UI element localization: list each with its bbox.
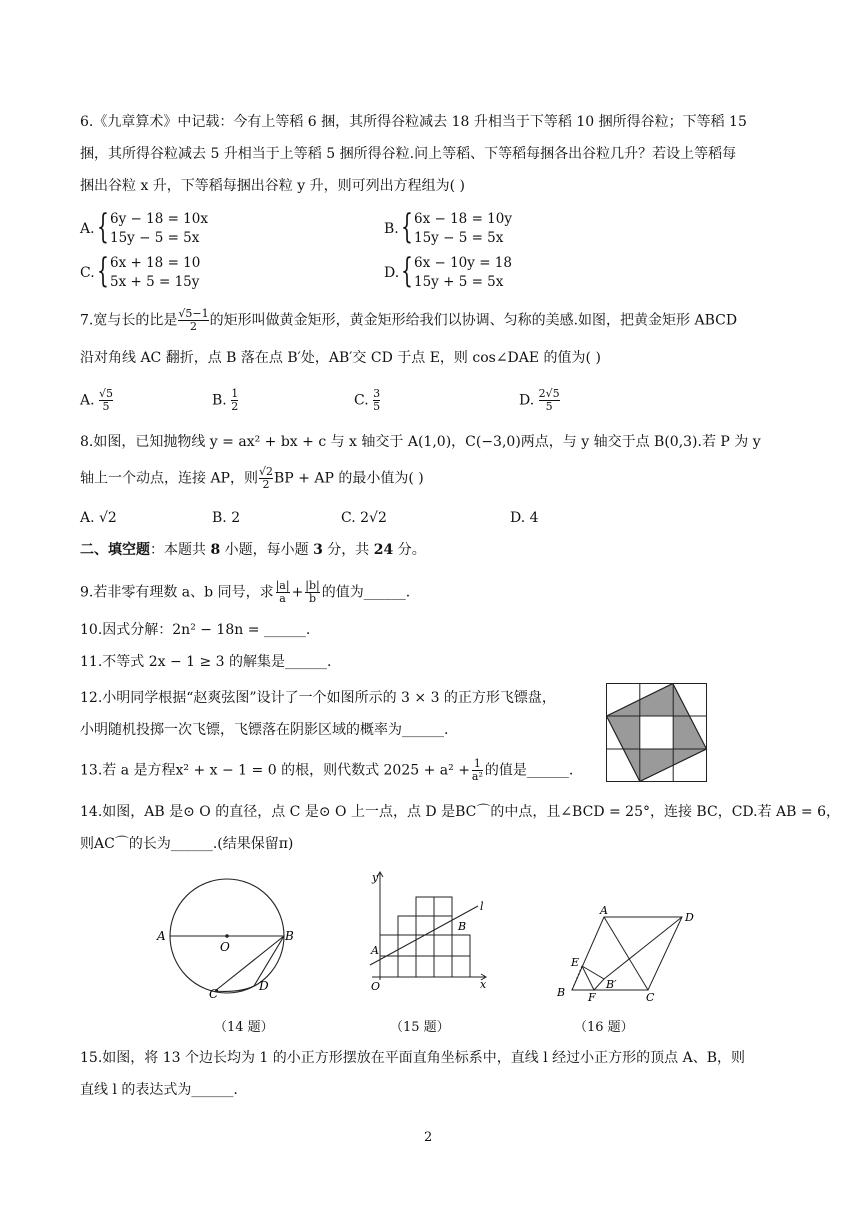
figure-15-grid (364, 868, 496, 994)
fig16-caption: （16 题） (574, 1020, 634, 1035)
q6-option-a-label: A. (80, 221, 95, 237)
fig14-caption: （14 题） (214, 1020, 274, 1035)
q10-line: 10.因式分解：2n² − 18n = ______. (80, 622, 311, 638)
q6-line2: 捆，其所得谷粒减去 5 升相当于上等稻 5 捆所得谷粒.问上等稻、下等稻每捆各出谷粒几升？若设上等稻每 (80, 146, 737, 162)
q8-line1: 8.如图，已知抛物线 y = ax² + bx + c 与 x 轴交于 A(1,0)，C(−3,0)两点，与 y 轴交于点 B(0,3).若 P 为 y (80, 434, 761, 450)
q7-option-b: B. $\frac{1}{2}$ (212, 387, 239, 413)
fig14-label-a: A (157, 929, 166, 943)
q6-option-b-eq1: 6x − 18 = 10y (414, 211, 512, 227)
fig14-label-o: O (220, 940, 230, 954)
fig16-label-b: B (557, 986, 566, 999)
q6-option-a-eq2: 15y − 5 = 5x (110, 230, 200, 246)
q6-option-a-brace: { (97, 207, 109, 247)
fig14-label-c: C (209, 987, 219, 998)
fig15-label-a: A (371, 944, 379, 957)
q6-option-d-brace: { (401, 251, 413, 291)
fig14-label-d: D (259, 979, 269, 993)
q14-line2: 则AC⌒的长为______.(结果保留π) (80, 836, 294, 852)
q6-option-d-label: D. (384, 265, 400, 281)
q6-option-d-eq2: 15y + 5 = 5x (414, 274, 504, 290)
q6-line1: 6.《九章算术》中记载：今有上等稻 6 捆，其所得谷粒减去 18 升相当于下等稻 10 捆所得谷粒；下等稻 15 (80, 114, 747, 130)
q6-option-d-eq1: 6x − 10y = 18 (414, 255, 512, 271)
q6-option-b-label: B. (384, 221, 399, 237)
fig16-label-f: F (588, 991, 596, 1002)
fig16-label-e: E (571, 956, 580, 969)
q7-post: 的矩形叫做黄金矩形，黄金矩形给我们以协调、匀称的美感.如图，把黄金矩形 ABCD (209, 312, 738, 329)
q9-line: 9.若非零有理数 a、b 同号，求 $\frac{|a|}{a}$ + $\frac{|b|}{b}$ 的值为______. (80, 579, 411, 605)
q8-option-a: A. √2 (80, 510, 117, 526)
q7-option-a: A. $\frac{√5}{5}$ (80, 387, 114, 413)
figure-14-circle (155, 860, 305, 998)
fig16-label-bprime: B′ (606, 978, 617, 991)
figure-16-rhombus (552, 902, 702, 1002)
q8-option-c: C. 2√2 (341, 510, 387, 526)
fig15-label-b: B (458, 920, 467, 933)
q7-line2: 沿对角线 AC 翻折，点 B 落在点 B′处，AB′交 CD 于点 E，则 cos∠DAE 的值为( ) (80, 350, 601, 366)
q6-option-b-eq2: 15y − 5 = 5x (414, 230, 504, 246)
fig14-label-b: B (285, 929, 294, 943)
q8-option-d: D. 4 (510, 510, 539, 526)
q7-line1 (80, 308, 737, 333)
q6-option-b-brace: { (401, 207, 413, 247)
q8-option-b: B. 2 (212, 510, 241, 526)
q7-option-c: C. $\frac{3}{5}$ (354, 387, 381, 413)
q6-option-c-eq1: 6x + 18 = 10 (110, 255, 201, 271)
q6-option-c-label: C. (80, 265, 95, 281)
q7-pre: 7.宽与长的比是 (80, 312, 178, 329)
fig15-label-x: x (480, 978, 487, 991)
q12-line1: 12.小明同学根据“赵爽弦图”设计了一个如图所示的 3 × 3 的正方形飞镖盘， (80, 690, 556, 706)
q13-line: 13.若 a 是方程x² + x − 1 = 0 的根，则代数式 2025 + a² + $\frac{1}{\text{a²}}$ 的值是______. (80, 757, 574, 783)
q15-line1: 15.如图，将 13 个边长均为 1 的小正方形摆放在平面直角坐标系中，直线 l 经过小正方形的顶点 A、B，则 (80, 1050, 746, 1066)
fig16-label-a: A (600, 904, 608, 917)
q8-fraction: $\frac{√2}{2}$ (258, 465, 273, 491)
fig15-label-o: O (371, 980, 381, 993)
q6-option-c-brace: { (97, 251, 109, 291)
q6-option-a-eq1: 6y − 18 = 10x (110, 211, 208, 227)
q12-line2: 小明随机投掷一次飞镖，飞镖落在阴影区域的概率为______. (80, 722, 449, 738)
fig15-caption: （15 题） (390, 1020, 450, 1035)
dartboard-figure (606, 683, 708, 783)
q6-line3: 捆出谷粒 x 升，下等稻每捆出谷粒 y 升，则可列出方程组为( ) (80, 178, 465, 194)
section-2-heading: 二、填空题：本题共 8 小题，每小题 3 分，共 24 分。 (80, 542, 426, 558)
q6-option-c-eq2: 5x + 5 = 15y (110, 274, 200, 290)
q14-line1: 14.如图，AB 是⊙ O 的直径，点 C 是⊙ O 上一点，点 D 是BC⌒的中点，且∠BCD = 25°，连接 BC，CD.若 AB = 6， (80, 804, 840, 820)
q11-line: 11.不等式 2x − 1 ≥ 3 的解集是______. (80, 654, 332, 670)
fig16-label-d: D (685, 911, 694, 924)
fig16-label-c: C (646, 991, 655, 1002)
page-number: 2 (424, 1130, 433, 1145)
fig15-label-l: l (480, 900, 484, 913)
q15-line2: 直线 l 的表达式为______. (80, 1082, 238, 1098)
q7-option-d: D. $\frac{2√5}{5}$ (519, 387, 560, 413)
fig15-squares (380, 897, 470, 977)
fig15-label-y: y (372, 871, 379, 884)
q7-ratio-fraction: $\frac{√5-1}{2}$ (178, 307, 209, 333)
q8-line2: 轴上一个动点，连接 AP，则 $\frac{√2}{2}$ BP + AP 的最小值为( ) (80, 465, 424, 491)
